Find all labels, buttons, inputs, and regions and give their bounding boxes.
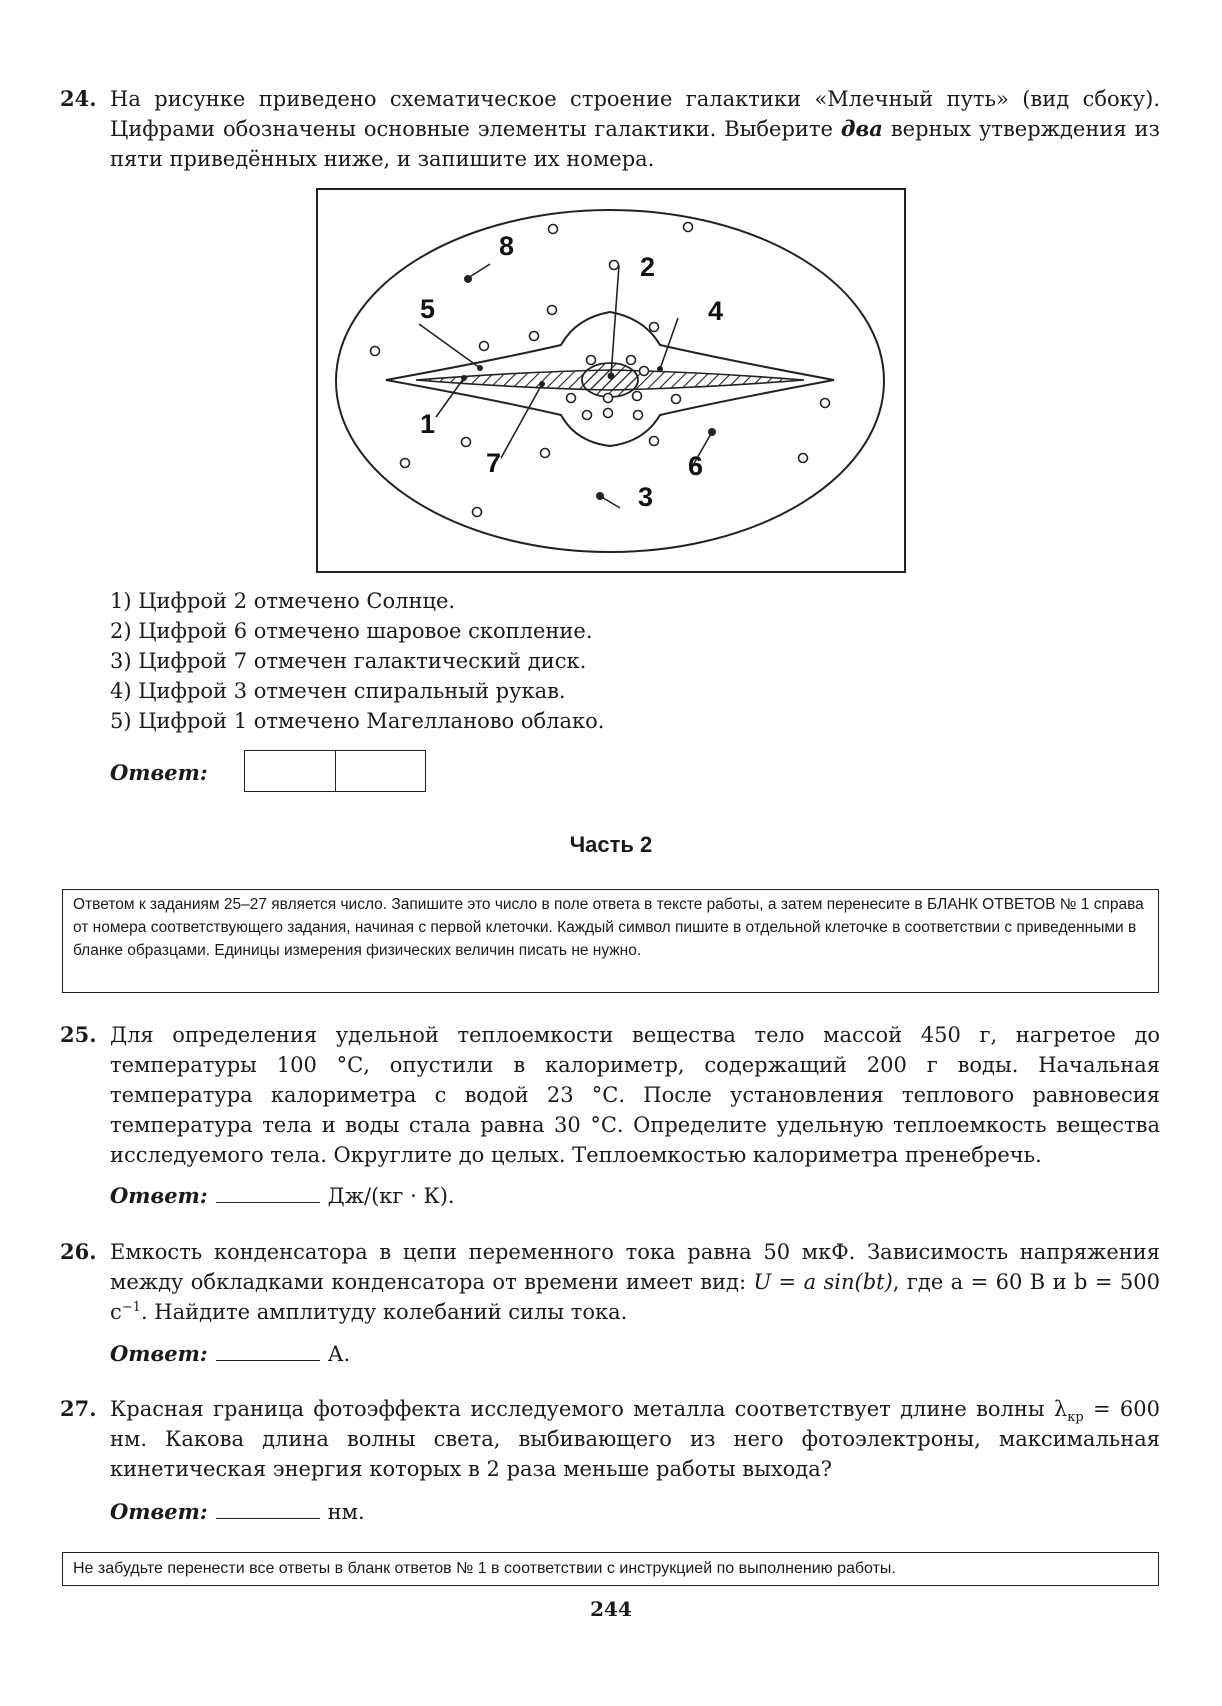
figure-label-8: 8 bbox=[499, 231, 515, 261]
part-2-title: Часть 2 bbox=[569, 832, 653, 857]
answer-cell[interactable] bbox=[336, 751, 426, 791]
cluster-dot bbox=[684, 223, 693, 232]
cluster-dot bbox=[650, 323, 659, 332]
answer-field[interactable] bbox=[216, 1340, 320, 1361]
task-number: 24. bbox=[60, 86, 97, 111]
figure-label-7: 7 bbox=[486, 448, 502, 478]
cluster-dot bbox=[627, 356, 636, 365]
task-text: Для определения удельной теплоемкости вещества тело массой 450 г, нагретое до температуры 100 °С, опустили в калориметр, содержащий 200 г воды. Начальная температура калориметра с водой 23 °С. После установления теплового равновесия температура тела и воды стала равна 30 °С. Определите удельную теплоемкость вещества исследуемого тела. Округлите до целых. Теплоемкостью калориметра пренебречь. bbox=[110, 1023, 1160, 1167]
option-item: 3) Цифрой 7 отмечен галактический диск. bbox=[110, 649, 587, 673]
task-24-options bbox=[110, 586, 604, 736]
answer-field[interactable] bbox=[216, 1182, 320, 1203]
option-item: 4) Цифрой 3 отмечен спиральный рукав. bbox=[110, 679, 566, 703]
task-26-answer bbox=[110, 1339, 350, 1369]
cluster-dot bbox=[672, 395, 681, 404]
answer-unit: Дж/(кг · К). bbox=[327, 1184, 455, 1208]
cluster-dot bbox=[583, 411, 592, 420]
cluster-dot bbox=[604, 394, 613, 403]
cluster-dot bbox=[633, 392, 642, 401]
marker-7 bbox=[539, 381, 545, 387]
marker-1 bbox=[461, 375, 467, 381]
cluster-dot bbox=[640, 367, 649, 376]
cluster-dot bbox=[604, 409, 613, 418]
cluster-dot bbox=[371, 347, 380, 356]
task-text: На рисунке приведено схематическое строение галактики «Млечный путь» (вид сбоку). Цифрами обозначены основные элементы галактики. Выберите два верных утверждения из пяти приведённых ниже, и запишите их номера. bbox=[110, 87, 1160, 171]
task-24-answer-box[interactable] bbox=[244, 750, 426, 792]
marker-8 bbox=[464, 275, 472, 283]
cluster-dot bbox=[548, 306, 557, 315]
footer-reminder-text: Не забудьте перенести все ответы в бланк ответов № 1 в соответствии с инструкцией по выполнению работы. bbox=[73, 1560, 896, 1577]
marker-6 bbox=[708, 428, 716, 436]
marker-2 bbox=[608, 373, 615, 380]
cluster-dot bbox=[650, 437, 659, 446]
instruction-box bbox=[62, 889, 1159, 993]
option-item: 1) Цифрой 2 отмечено Солнце. bbox=[110, 589, 456, 613]
answer-label: Ответ: bbox=[110, 1341, 208, 1366]
task-number: 27. bbox=[60, 1396, 97, 1421]
answer-label: Ответ: bbox=[110, 1183, 208, 1208]
task-number: 25. bbox=[60, 1022, 97, 1047]
figure-label-3: 3 bbox=[638, 482, 654, 512]
task-number: 26. bbox=[60, 1239, 97, 1264]
marker-3 bbox=[596, 492, 604, 500]
galactic-core bbox=[582, 363, 638, 397]
cluster-dot bbox=[567, 394, 576, 403]
figure-label-2: 2 bbox=[640, 252, 656, 282]
task-26 bbox=[60, 1237, 1160, 1327]
cluster-dot bbox=[541, 449, 550, 458]
figure-label-1: 1 bbox=[420, 409, 436, 439]
answer-cell[interactable] bbox=[245, 751, 336, 791]
cluster-dot bbox=[587, 356, 596, 365]
task-27 bbox=[60, 1394, 1160, 1484]
figure-label-4: 4 bbox=[708, 296, 724, 326]
answer-field[interactable] bbox=[216, 1498, 320, 1519]
marker-4 bbox=[657, 366, 663, 372]
task-27-answer bbox=[110, 1497, 365, 1527]
cluster-dot bbox=[610, 261, 619, 270]
task-25 bbox=[60, 1020, 1160, 1170]
option-item: 5) Цифрой 1 отмечено Магелланово облако. bbox=[110, 709, 605, 733]
footer-reminder-box bbox=[62, 1552, 1159, 1586]
task-25-answer bbox=[110, 1181, 455, 1211]
answer-unit: А. bbox=[327, 1342, 351, 1366]
cluster-dot bbox=[401, 459, 410, 468]
task-text: Емкость конденсатора в цепи переменного тока равна 50 мкФ. Зависимость напряжения между обкладками конденсатора от времени имеет вид: U = a sin(bt), где a = 60 В и b = 500 $с^{-1}$. Найдите амплитуду колебаний силы тока. bbox=[110, 1240, 1160, 1324]
instruction-text: Ответом к заданиям 25–27 является число. Запишите это число в поле ответа в тексте работы, а затем перенесите в БЛАНК ОТВЕТОВ № 1 справа от номера соответствующего задания, начиная с первой клеточки. Каждый символ пишите в отдельной клеточке в соответствии с приведенными в бланке образцами. Единицы измерения физических величин писать не нужно. bbox=[73, 896, 1144, 959]
cluster-dot bbox=[821, 399, 830, 408]
galaxy-figure bbox=[316, 188, 906, 573]
figure-label-5: 5 bbox=[420, 294, 436, 324]
cluster-dot bbox=[480, 342, 489, 351]
option-item: 2) Цифрой 6 отмечено шаровое скопление. bbox=[110, 619, 593, 643]
cluster-dot bbox=[462, 438, 471, 447]
cluster-dot bbox=[634, 411, 643, 420]
answer-label: Ответ: bbox=[110, 1499, 208, 1524]
marker-5 bbox=[477, 365, 483, 371]
task-24 bbox=[60, 84, 1160, 174]
cluster-dot bbox=[473, 508, 482, 517]
task-text: Красная граница фотоэффекта исследуемого металла соответствует длине волны $\lambda_{кр} = 600$ нм. Какова длина волны света, выбивающего из него фотоэлектроны, максимальная кинетическая энергия которых в 2 раза меньше работы выхода? bbox=[110, 1397, 1161, 1481]
figure-label-6: 6 bbox=[688, 451, 704, 481]
answer-unit: нм. bbox=[327, 1500, 365, 1524]
task-24-answer-label: Ответ: bbox=[110, 760, 208, 785]
cluster-dot bbox=[549, 225, 558, 234]
cluster-dot bbox=[799, 454, 808, 463]
cluster-dot bbox=[530, 332, 539, 341]
page-number: 244 bbox=[590, 1597, 632, 1621]
